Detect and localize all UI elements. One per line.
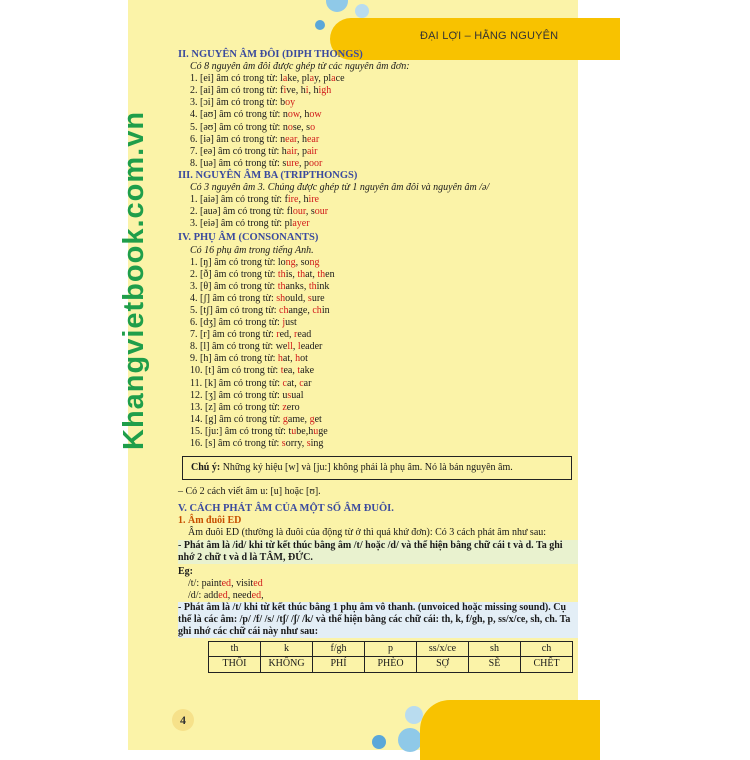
highlighted-letters: th	[277, 280, 286, 292]
word-fragment: , visit	[231, 577, 254, 589]
table-cell: PHÍ	[313, 657, 365, 672]
decorative-dot	[315, 20, 325, 30]
section-intro: Có 3 nguyên âm 3. Chúng được ghép từ 1 nguyên âm đôi và nguyên âm /ə/	[190, 182, 490, 194]
highlighted-letters: ed	[221, 577, 232, 589]
highlighted-letters: o	[287, 121, 293, 133]
example-line	[178, 578, 578, 590]
example-line	[178, 590, 578, 602]
highlighted-letters: ow	[309, 109, 322, 121]
word-fragment: fl	[286, 206, 293, 218]
highlighted-letters: o	[310, 121, 316, 133]
highlighted-letters: g	[282, 413, 288, 425]
word-fragment: t	[288, 425, 292, 437]
highlighted-letters: z	[282, 401, 287, 413]
word-fragment: ead	[297, 329, 312, 341]
item-prefix: 7. [eə] âm có trong từ:	[190, 145, 282, 157]
highlighted-letters: th	[308, 280, 317, 292]
word-fragment: f	[284, 194, 288, 206]
word-fragment: is,	[285, 268, 298, 280]
decorative-dot	[372, 735, 386, 749]
highlighted-letters: air	[286, 145, 297, 157]
item-prefix: 1. [ei] âm có trong từ:	[190, 73, 281, 85]
highlighted-letters: s	[281, 438, 286, 449]
word-fragment: et	[314, 413, 322, 425]
rule-id: - Phát âm là /id/ khi từ kết thúc bằng âm /t/ hoặc /d/ và thể hiện bằng chữ cái t và d. Ta ghi nhớ 2 chữ t và d là TÂM, ĐỨC.	[178, 540, 578, 564]
word-fragment: orry,	[285, 438, 307, 449]
word-fragment: , so	[295, 256, 310, 268]
highlighted-letters: t	[280, 365, 284, 377]
list-item	[178, 341, 578, 353]
highlighted-letters: our	[292, 206, 306, 218]
triphthong-list	[178, 194, 578, 230]
word-fragment: , h	[296, 133, 307, 145]
main-content	[178, 49, 578, 673]
word-fragment: pl	[284, 218, 293, 230]
highlighted-letters: a	[309, 73, 315, 85]
list-item	[178, 281, 578, 293]
table-cell: ch	[521, 642, 573, 657]
highlighted-letters: ow	[287, 109, 300, 121]
word-fragment: ero	[286, 401, 300, 413]
list-item	[178, 293, 578, 305]
item-prefix: 12. [ʒ] âm có trong từ:	[190, 389, 283, 401]
item-prefix: 15. [ju:] âm có trong từ:	[190, 425, 289, 437]
table-cell: KHÔNG	[261, 657, 313, 672]
list-item	[178, 365, 578, 377]
list-item	[178, 414, 578, 426]
table-cell: PHÈO	[365, 657, 417, 672]
section-heading: II. NGUYÊN ÂM ĐÔI (DIPH THONGS)	[178, 49, 363, 60]
table-cell: CHẾT	[521, 657, 573, 672]
table-cell: THÔI	[209, 657, 261, 672]
item-prefix: 2. [auə] âm có trong từ:	[190, 206, 287, 218]
word-fragment: eader	[300, 341, 323, 353]
highlighted-letters: ed	[218, 589, 228, 601]
word-fragment: anks,	[285, 280, 309, 292]
item-prefix: /t/: paint	[188, 577, 222, 589]
list-item	[178, 438, 578, 450]
highlighted-letters: h	[277, 353, 283, 365]
table-cell: sh	[469, 642, 521, 657]
note-text: Những ký hiệu [w] và [ju:] không phải là phụ âm. Nó là bán nguyên âm.	[220, 462, 513, 474]
word-fragment: ce	[335, 73, 345, 85]
highlighted-letters: i	[283, 85, 287, 97]
word-fragment: in	[321, 304, 330, 316]
highlighted-letters: u	[313, 425, 319, 437]
list-item	[178, 85, 578, 97]
word-fragment: ed,	[279, 329, 295, 341]
table-cell: SỢ	[417, 657, 469, 672]
list-item	[178, 378, 578, 390]
word-fragment: u	[282, 389, 288, 401]
item-prefix: 2. [ð] âm có trong từ:	[190, 268, 278, 280]
item-prefix: 2. [ai] âm có trong từ:	[190, 85, 281, 97]
word-fragment: ve, h	[286, 85, 306, 97]
header-title: ĐẠI LỢI – HẰNG NGUYÊN	[420, 30, 559, 42]
item-prefix: 1. [aiə] âm có trong từ:	[190, 194, 285, 206]
highlighted-letters: igh	[318, 85, 332, 97]
highlighted-letters: c	[299, 377, 304, 389]
highlighted-letters: l	[297, 341, 301, 353]
sound-table	[208, 641, 573, 672]
table-cell: p	[365, 642, 417, 657]
word-fragment: en	[325, 268, 335, 280]
word-fragment: ould,	[285, 292, 308, 304]
word-fragment: we	[275, 341, 288, 353]
table-cell: ss/x/ce	[417, 642, 469, 657]
list-item	[178, 73, 578, 85]
list-item	[178, 329, 578, 341]
list-item	[178, 317, 578, 329]
word-fragment: ing	[310, 438, 324, 449]
word-fragment: , p	[296, 145, 307, 157]
highlighted-letters: a	[331, 73, 336, 85]
highlighted-letters: ll	[287, 341, 293, 353]
item-prefix: 5. [tʃ] âm có trong từ:	[190, 304, 280, 316]
section-intro: Có 16 phụ âm trong tiếng Anh.	[190, 244, 314, 256]
item-prefix: 9. [h] âm có trong từ:	[190, 353, 278, 365]
highlighted-letters: s	[287, 389, 292, 401]
word-fragment: ea,	[283, 365, 298, 377]
section-heading: V. CÁCH PHÁT ÂM CỦA MỘT SỐ ÂM ĐUÔI.	[178, 503, 394, 515]
list-item	[178, 353, 578, 365]
list-item	[178, 122, 578, 134]
word-fragment: ,	[261, 589, 264, 601]
highlighted-letters: ear	[306, 133, 320, 145]
highlighted-letters: s	[306, 438, 311, 449]
highlighted-letters: th	[317, 268, 326, 280]
item-prefix: 1. [ŋ] âm có trong từ:	[190, 256, 278, 268]
item-prefix: 3. [θ] âm có trong từ:	[190, 280, 278, 292]
word-fragment: b	[280, 97, 286, 109]
word-fragment: l	[280, 73, 283, 85]
eg-label: Eg:	[178, 565, 193, 577]
section-heading: III. NGUYÊN ÂM BA (TRIPTHONGS)	[178, 169, 358, 181]
page-number: 4	[172, 709, 194, 731]
item-prefix: 5. [əʊ] âm có trong từ:	[190, 121, 283, 133]
highlighted-letters: s	[307, 292, 312, 304]
highlighted-letters: ng	[285, 256, 296, 268]
list-item	[178, 426, 578, 438]
highlighted-letters: c	[282, 377, 287, 389]
item-prefix: /d/: add	[188, 589, 219, 601]
word-fragment: ke, pl	[287, 73, 310, 85]
section-heading: IV. PHỤ ÂM (CONSONANTS)	[178, 232, 319, 244]
word-fragment: ar	[303, 377, 312, 389]
highlighted-letters: j	[282, 317, 286, 329]
word-fragment: , need	[227, 589, 252, 601]
list-item	[178, 194, 578, 206]
word-fragment: n	[282, 121, 288, 133]
table-cell: f/gh	[313, 642, 365, 657]
highlighted-letters: ayer	[292, 218, 310, 230]
u-note: – Có 2 cách viết âm u: [u] hoặc [ʊ].	[178, 486, 321, 498]
highlighted-letters: ire	[308, 194, 319, 206]
word-fragment: , h	[298, 194, 309, 206]
word-fragment: at,	[282, 353, 296, 365]
word-fragment: ,	[292, 341, 298, 353]
highlighted-letters: air	[306, 145, 318, 157]
word-fragment: ual	[291, 389, 304, 401]
word-fragment: ink	[316, 280, 330, 292]
list-item	[178, 134, 578, 146]
highlighted-letters: sh	[276, 292, 286, 304]
note-label: Chú ý:	[191, 462, 221, 474]
highlighted-letters: a	[282, 73, 288, 85]
highlighted-letters: th	[297, 268, 306, 280]
highlighted-letters: ch	[279, 304, 289, 316]
word-fragment: y, pl	[314, 73, 332, 85]
highlighted-letters: ed	[251, 589, 262, 601]
word-fragment: , h	[299, 109, 310, 121]
word-fragment: se, s	[292, 121, 311, 133]
item-prefix: 14. [g] âm có trong từ:	[190, 413, 283, 425]
list-item	[178, 109, 578, 121]
word-fragment: ame,	[287, 413, 310, 425]
word-fragment: lo	[277, 256, 286, 268]
decorative-dot	[355, 4, 369, 18]
item-prefix: 8. [uə] âm có trong từ:	[190, 157, 283, 169]
list-item	[178, 206, 578, 218]
highlighted-letters: r	[294, 329, 298, 341]
list-item	[178, 269, 578, 281]
highlighted-letters: ed	[253, 577, 263, 589]
highlighted-letters: u	[291, 425, 297, 437]
item-prefix: 11. [k] âm có trong từ:	[190, 377, 283, 389]
highlighted-letters: ch	[312, 304, 322, 316]
highlighted-letters: ear	[285, 133, 297, 145]
item-prefix: 6. [dʒ] âm có trong từ:	[190, 317, 283, 329]
table-row	[209, 657, 573, 672]
item-prefix: 4. [aʊ] âm có trong từ:	[190, 109, 283, 121]
item-prefix: 13. [z] âm có trong từ:	[190, 401, 283, 413]
highlighted-letters: th	[277, 268, 286, 280]
highlighted-letters: ire	[287, 194, 299, 206]
word-fragment: s	[282, 157, 287, 169]
list-item	[178, 97, 578, 109]
item-prefix: 10. [t] âm có trong từ:	[190, 365, 281, 377]
table-cell: th	[209, 642, 261, 657]
list-item	[178, 390, 578, 402]
item-prefix: 6. [iə] âm có trong từ:	[190, 133, 281, 145]
item-prefix: 4. [ʃ] âm có trong từ:	[190, 292, 277, 304]
highlighted-letters: ng	[309, 256, 320, 268]
highlighted-letters: h	[295, 353, 301, 365]
list-item	[178, 257, 578, 269]
word-fragment: ust	[285, 317, 297, 329]
decorative-dot	[398, 728, 422, 752]
highlighted-letters: ure	[286, 157, 300, 169]
rule-t: - Phát âm là /t/ khi từ kết thúc bằng 1 phụ âm vô thanh. (unvoiced hoặc missing sound). Cụ thể là các âm: /p/ /f/ /s/ /tʃ/ /ʃ/ /k/ và thể hiện bằng các chữ cái: th, k, f/gh, p, ss/x/ce, sh, ch. Ta ghi nhớ các chữ cái này như sau:	[178, 602, 578, 638]
word-fragment: , p	[299, 157, 310, 169]
list-item	[178, 146, 578, 158]
list-item	[178, 158, 578, 170]
table-cell: k	[261, 642, 313, 657]
word-fragment: n	[280, 133, 286, 145]
item-prefix: 16. [s] âm có trong từ:	[190, 438, 282, 449]
word-fragment: , s	[305, 206, 315, 218]
word-fragment: ure	[311, 292, 325, 304]
highlighted-letters: t	[297, 365, 301, 377]
word-fragment: f	[280, 85, 284, 97]
highlighted-letters: oy	[285, 97, 296, 109]
word-fragment: , h	[308, 85, 319, 97]
list-item	[178, 305, 578, 317]
highlighted-letters: i	[305, 85, 309, 97]
table-row	[209, 642, 573, 657]
section-intro: Có 8 nguyên âm đôi được ghép từ các nguyên âm đơn:	[190, 61, 410, 73]
list-item	[178, 218, 578, 230]
item-prefix: 3. [ɔi] âm có trong từ:	[190, 97, 281, 109]
diphthong-list	[178, 73, 578, 170]
word-fragment: ot	[300, 353, 308, 365]
consonant-list	[178, 257, 578, 451]
note-box	[182, 456, 572, 480]
word-fragment: be,h	[296, 425, 314, 437]
highlighted-letters: our	[314, 206, 329, 218]
highlighted-letters: g	[309, 413, 315, 425]
watermark-text: Khangvietbook.com.vn	[118, 110, 150, 450]
table-cell: SẼ	[469, 657, 521, 672]
word-fragment: n	[282, 109, 288, 121]
highlighted-letters: oor	[309, 157, 323, 169]
highlighted-letters: r	[276, 329, 280, 341]
word-fragment: at,	[305, 268, 318, 280]
word-fragment: at,	[286, 377, 300, 389]
item-prefix: 7. [r] âm có trong từ:	[190, 329, 277, 341]
footer-band	[420, 700, 600, 760]
subsection-heading: 1. Âm đuôi ED	[178, 515, 242, 527]
item-prefix: 8. [l] âm có trong từ:	[190, 341, 276, 353]
word-fragment: ange,	[288, 304, 313, 316]
word-fragment: h	[281, 145, 287, 157]
word-fragment: ge	[318, 425, 328, 437]
list-item	[178, 402, 578, 414]
ed-description: Âm đuôi ED (thường là đuôi của động từ ở thì quá khứ đơn): Có 3 cách phát âm như sau:	[188, 527, 547, 539]
item-prefix: 3. [eiə] âm có trong từ:	[190, 218, 285, 230]
word-fragment: ake	[300, 365, 315, 377]
